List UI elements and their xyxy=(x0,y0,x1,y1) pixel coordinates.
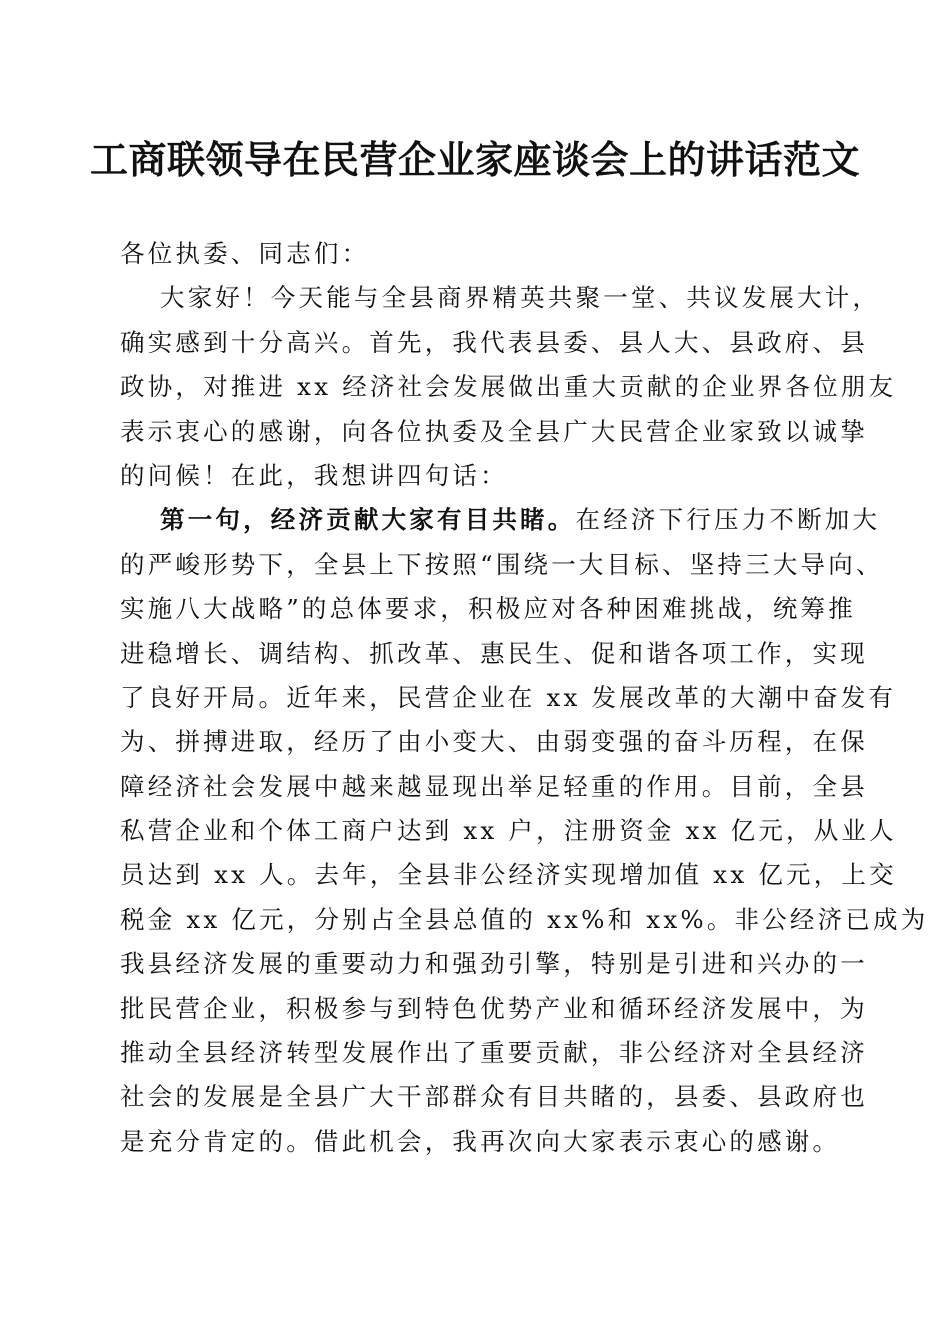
paragraph-line: 是充分肯定的。借此机会，我再次向大家表示衷心的感谢。 xyxy=(120,1126,841,1156)
paragraph-line xyxy=(120,498,881,542)
paragraph-line: 我县经济发展的重要动力和强劲引擎，特别是引进和兴办的一 xyxy=(120,949,868,979)
paragraph-line: 员达到 xx 人。去年，全县非公经济实现增加值 xx 亿元，上交 xyxy=(120,860,897,890)
paragraph-line: 政协，对推进 xx 经济社会发展做出重大贡献的企业界各位朋友 xyxy=(120,372,897,402)
document-title: 工商联领导在民营企业家座谈会上的讲话范文 xyxy=(89,137,860,182)
salutation: 各位执委、同志们： xyxy=(120,239,370,268)
paragraph-line: 确实感到十分高兴。首先，我代表县委、县人大、县政府、县 xyxy=(120,327,868,357)
paragraph-line: 的问候！在此，我想讲四句话： xyxy=(120,460,508,490)
paragraph-text: 在经济下行压力不断加大 xyxy=(575,505,881,535)
document-body xyxy=(120,232,929,1164)
paragraph-first-point xyxy=(120,498,929,1164)
paragraph-line: 的严峻形势下，全县上下按照“围绕一大目标、坚持三大导向、 xyxy=(120,549,884,579)
paragraph-line: 税金 xx 亿元，分别占全县总值的 xx%和 xx%。非公经济已成为 xyxy=(120,904,929,934)
paragraph-opening xyxy=(120,276,897,498)
paragraph-line: 私营企业和个体工商户达到 xx 户，注册资金 xx 亿元，从业人 xyxy=(120,816,897,846)
paragraph-line: 障经济社会发展中越来越显现出举足轻重的作用。目前，全县 xyxy=(120,771,868,801)
section-heading: 第一句，经济贡献大家有目共睹。 xyxy=(160,505,576,535)
paragraph-line: 进稳增长、调结构、抓改革、惠民生、促和谐各项工作，实现 xyxy=(120,638,868,668)
paragraph-line: 批民营企业，积极参与到特色优势产业和循环经济发展中，为 xyxy=(120,993,868,1023)
paragraph-line: 了良好开局。近年来，民营企业在 xx 发展改革的大潮中奋发有 xyxy=(120,682,897,712)
paragraph-line: 表示衷心的感谢，向各位执委及全县广大民营企业家致以诚挚 xyxy=(120,416,868,446)
paragraph-line: 推动全县经济转型发展作出了重要贡献，非公经济对全县经济 xyxy=(120,1038,868,1068)
paragraph-line: 实施八大战略”的总体要求，积极应对各种困难挑战，统筹推 xyxy=(120,594,856,624)
paragraph-line: 大家好！今天能与全县商界精英共聚一堂、共议发展大计， xyxy=(160,283,881,313)
paragraph-line: 为、拼搏进取，经历了由小变大、由弱变强的奋斗历程，在保 xyxy=(120,727,868,757)
paragraph-line: 社会的发展是全县广大干部群众有目共睹的，县委、县政府也 xyxy=(120,1082,868,1112)
